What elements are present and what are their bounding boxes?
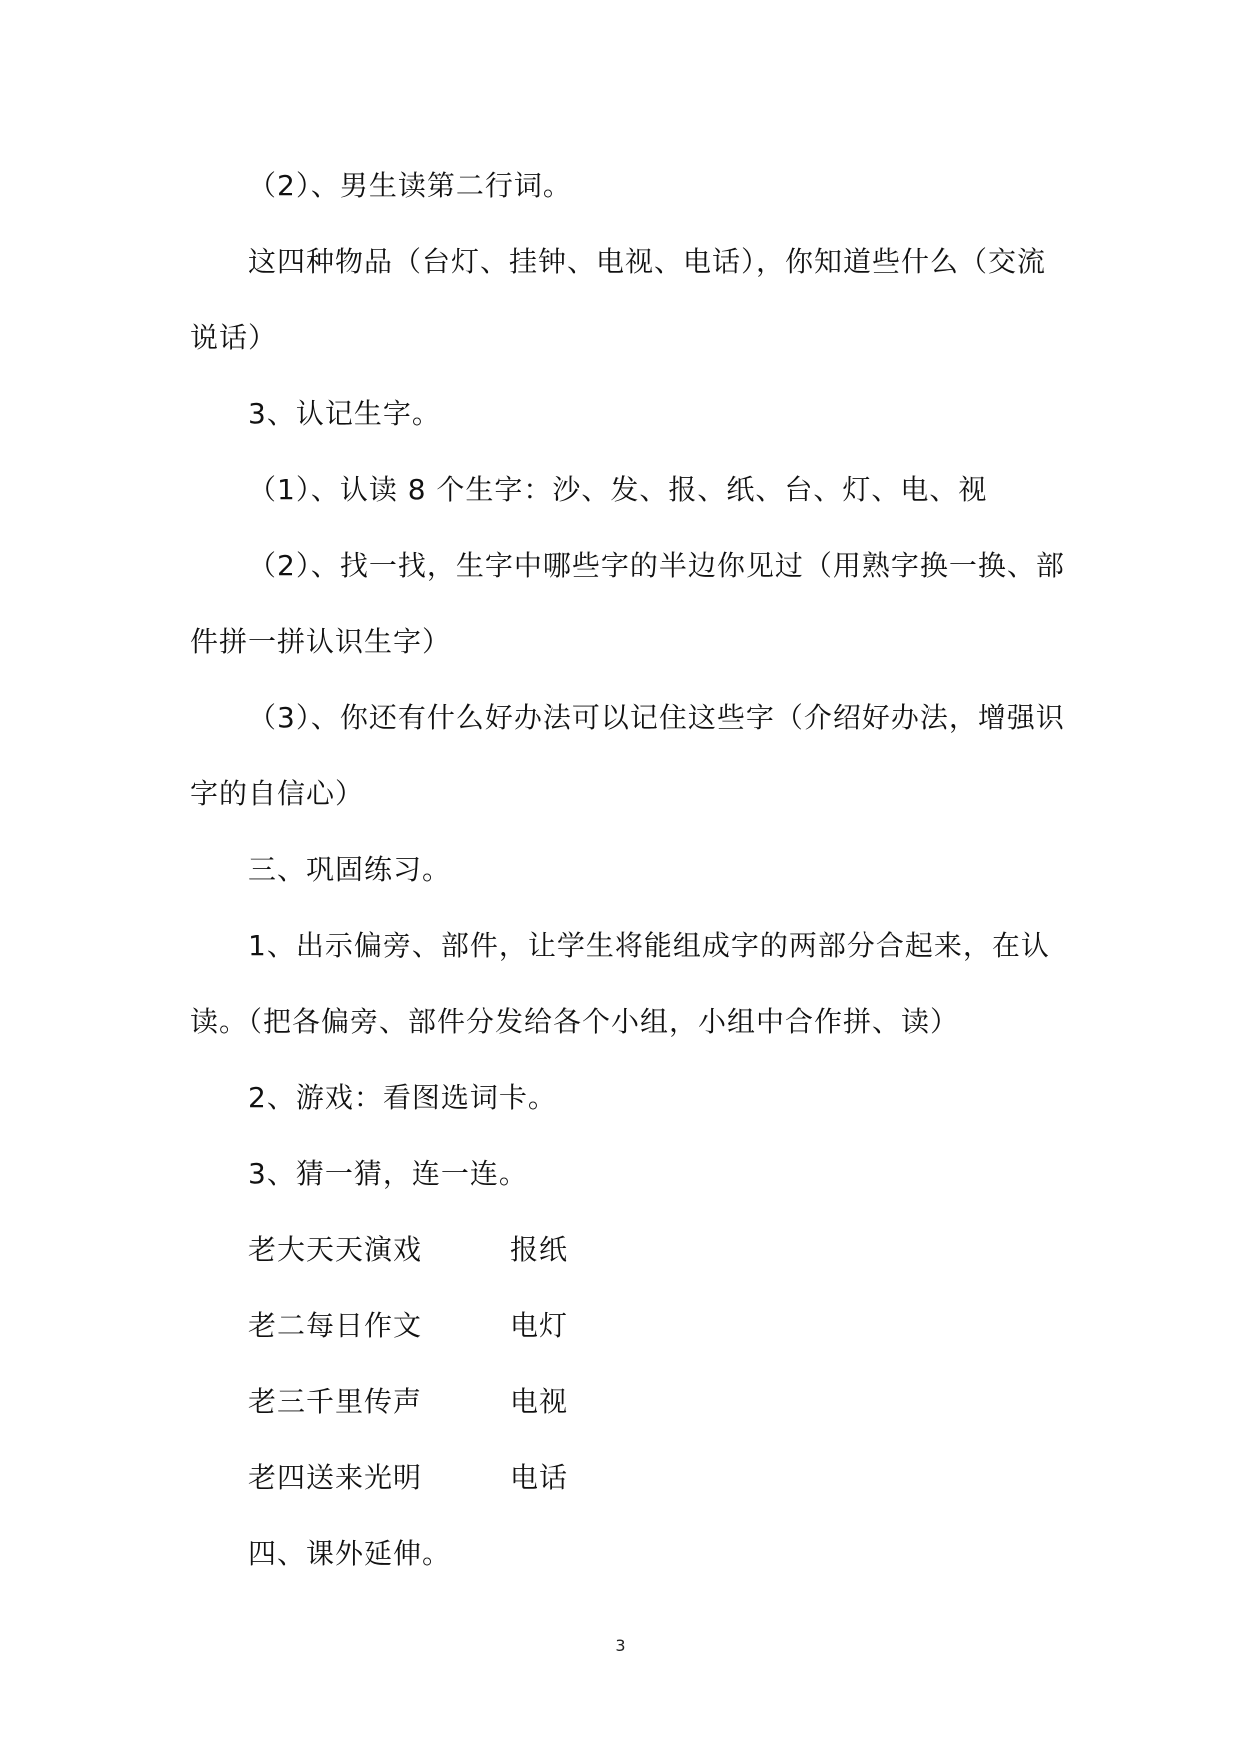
answer-text: 报纸: [510, 1233, 569, 1266]
paragraph-line: （2）、找一找，生字中哪些字的半边你见过（用熟字换一换、部: [248, 549, 1065, 582]
section-heading: 三、巩固练习。: [248, 853, 452, 886]
answer-text: 电话: [510, 1461, 569, 1494]
page-number: 3: [615, 1636, 626, 1655]
paragraph-line: （1）、认读 8 个生字：沙、发、报、纸、台、灯、电、视: [248, 473, 988, 506]
riddle-text: 老四送来光明: [248, 1461, 423, 1494]
paragraph-line: 3、猜一猜，连一连。: [248, 1157, 528, 1190]
matching-row: [190, 1364, 1070, 1440]
riddle-text: 老三千里传声: [248, 1385, 423, 1418]
section-heading: 四、课外延伸。: [248, 1537, 452, 1570]
riddle-text: 老二每日作文: [248, 1309, 423, 1342]
paragraph-line: 这四种物品（台灯、挂钟、电视、电话），你知道些什么（交流: [248, 245, 1047, 278]
paragraph-line: 说话）: [190, 321, 278, 354]
answer-text: 电视: [510, 1385, 569, 1418]
paragraph-line: 字的自信心）: [190, 777, 365, 810]
paragraph-line: 3、认记生字。: [248, 397, 441, 430]
matching-row: [190, 1288, 1070, 1364]
riddle-text: 老大天天演戏: [248, 1233, 423, 1266]
paragraph-line: 件拼一拼认识生字）: [190, 625, 452, 658]
paragraph-line: （3）、你还有什么好办法可以记住这些字（介绍好办法，增强识: [248, 701, 1065, 734]
paragraph-line: 2、游戏：看图选词卡。: [248, 1081, 557, 1114]
matching-row: [190, 1212, 1070, 1288]
document-body: [190, 148, 1070, 1592]
matching-row: [190, 1440, 1070, 1516]
paragraph-line: （2）、男生读第二行词。: [248, 169, 572, 202]
paragraph-line: 1、出示偏旁、部件，让学生将能组成字的两部分合起来，在认: [248, 929, 1050, 962]
paragraph-line: 读。（把各偏旁、部件分发给各个小组，小组中合作拼、读）: [190, 1005, 960, 1038]
answer-text: 电灯: [510, 1309, 569, 1342]
